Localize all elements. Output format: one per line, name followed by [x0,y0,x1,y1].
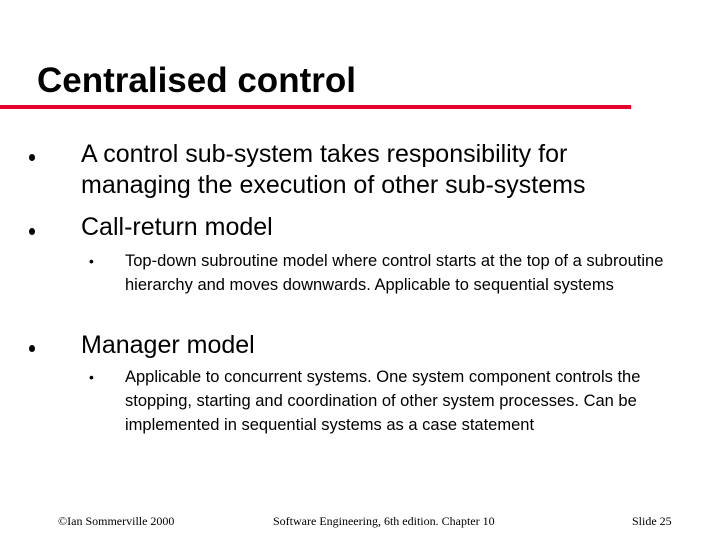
bullet-icon [29,154,35,161]
sub-bullet-icon: • [89,253,94,269]
footer-book-title: Software Engineering, 6th edition. Chapter 10 [273,514,495,528]
sub-bullet-text: Applicable to concurrent systems. One system component controls the stopping, starting and coordination of other system processes. Can be implemented in sequential systems as a case statement [125,368,641,434]
sub-bullet-icon: • [89,369,94,385]
bullet-icon [29,345,35,352]
bullet-text: Call-return model [81,213,273,241]
bullet-text: Manager model [81,331,255,359]
title-underline [0,105,631,109]
bullet-icon [29,228,35,235]
footer-copyright: ©Ian Sommerville 2000 [58,514,175,528]
slide-title: Centralised control [37,61,356,100]
bullet-text: A control sub-system takes responsibility for managing the execution of other sub-systems [81,140,586,199]
footer-slide-number: Slide 25 [632,514,672,528]
sub-bullet-text: Top-down subroutine model where control starts at the top of a subroutine hierarchy and moves downwards. Applicable to sequential systems [125,252,664,294]
